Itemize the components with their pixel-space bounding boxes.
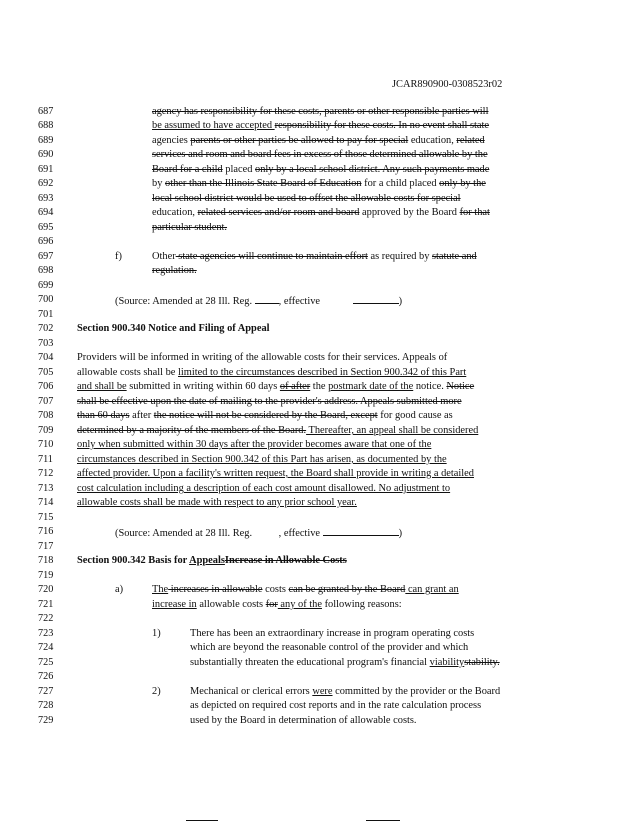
line-number: 696 [38,236,54,247]
text-line-694 [152,207,490,219]
inserted-text: limited to the circumstances described in Section 900.342 of this Part [178,367,467,378]
text-line-714 [77,497,357,509]
struck-text: state agencies will continue to maintain effort [175,251,368,262]
line-number: 697 [38,251,54,262]
line-number: 698 [38,265,54,276]
struck-text: than 60 days [77,410,130,421]
line-number: 695 [38,222,54,233]
item-label: 1) [152,628,161,639]
plain-text: which are beyond the reasonable control of the provider and which [190,642,469,653]
text-line-725 [190,657,500,669]
line-number: 721 [38,599,54,610]
text-line-690 [152,149,488,161]
struck-text: determined by a majority of the members of the Board. [77,425,307,436]
struck-text: responsibility for these costs. In no event shall state [274,120,490,131]
plain-text: as depicted on required cost reports and in the rate calculation process [190,700,482,711]
struck-text: regulation. [152,265,197,276]
source-note [115,294,402,308]
inserted-text: Appeals [189,555,225,566]
struck-text: services and room and board fees in excess of those determined allowable by the [152,149,488,160]
source-effective: , effective [278,296,323,307]
line-number: 688 [38,120,54,131]
line-number: 691 [38,164,54,175]
plain-text: as required by [367,251,432,262]
line-number: 690 [38,149,54,160]
plain-text: notice. [413,381,447,392]
line-number: 710 [38,439,54,450]
text-line-691 [152,164,489,176]
line-number: 703 [38,338,54,349]
line-number: 702 [38,323,54,334]
text-line-720 [152,584,459,596]
plain-text: by [152,178,165,189]
struck-text: only by the [439,178,486,189]
line-number: 727 [38,686,54,697]
text-line-709 [77,425,478,437]
effective-blank [353,294,399,304]
changed-text: of after [279,381,311,392]
line-number: 694 [38,207,54,218]
inserted-text: any of the [277,599,322,610]
struck-text: Increase in Allowable Costs [224,555,347,566]
text-line-689 [152,135,485,147]
line-number: 716 [38,526,54,537]
struck-text: can be granted by the Board [288,584,406,595]
inserted-text: The [152,584,169,595]
struck-text: shall be effective upon the date of mailing to the provider's address. Appeals submitted more [77,396,462,407]
line-number: 700 [38,294,54,305]
line-number: 712 [38,468,54,479]
inserted-text: and shall be [77,381,127,392]
inserted-text: only when submitted within 30 days after the provider becomes aware that one of the [77,439,432,450]
line-number: 687 [38,106,54,117]
source-text: (Source: Amended at 28 Ill. Reg. [115,528,255,539]
text-line-713 [77,483,450,495]
line-number: 713 [38,483,54,494]
line-number: 725 [38,657,54,668]
inserted-text: allowable costs shall be made with respect to any prior school year. [77,497,357,508]
text-line-695 [152,222,227,234]
text-line-688 [152,120,489,132]
line-number: 711 [38,454,53,465]
line-number: 728 [38,700,54,711]
text-line-705 [77,367,466,379]
line-number: 723 [38,628,54,639]
struck-text: local school district would be used to offset the allowable costs for special [152,193,461,204]
struck-text: statute and [432,251,477,262]
line-number: 717 [38,541,54,552]
document-id: JCAR890900-0308523r02 [392,79,503,90]
struck-text: stability. [464,657,500,668]
source-effective: , effective [278,528,323,539]
plain-text: Other [152,251,176,262]
line-number: 724 [38,642,54,653]
struck-text: parents or other parties be allowed to pay for special [190,135,409,146]
plain-text: for a child placed [361,178,440,189]
source-text: (Source: Amended at 28 Ill. Reg. [115,296,255,307]
text-line-706 [77,381,474,393]
text-line-698 [152,265,197,277]
plain-text: for good cause as [377,410,453,421]
plain-text: allowable costs [196,599,266,610]
plain-text: There has been an extraordinary increase in program operating costs [190,628,475,639]
source-close: ) [398,296,403,307]
line-number: 704 [38,352,54,363]
inserted-text: affected provider. Upon a facility's written request, the Board shall provide in writing a detailed [77,468,474,479]
plain-text: Mechanical or clerical errors [190,686,313,697]
register-blank [255,294,279,304]
text-line-724 [190,642,468,654]
inserted-text: were [312,686,333,697]
line-number: 693 [38,193,54,204]
text-line-710 [77,439,431,451]
struck-text: particular student. [152,222,228,233]
plain-text: agencies [152,135,191,146]
inserted-text: can grant an [405,584,459,595]
inserted-text: viability [429,657,465,668]
struck-text: other than the Illinois State Board of Education [165,178,362,189]
plain-text: approved by the Board [359,207,460,218]
line-number: 720 [38,584,54,595]
struck-text: the notice will not be considered by the Board, except [153,410,378,421]
subsection-label: a) [115,584,124,595]
plain-text: Providers will be informed in writing of the allowable costs for their services. Appeals of [77,352,448,363]
line-number: 708 [38,410,54,421]
line-number: 706 [38,381,54,392]
text-line-728 [190,700,481,712]
inserted-text: postmark date of the [328,381,414,392]
struck-text: related [456,135,485,146]
plain-text: following reasons: [321,599,402,610]
plain-text: the [310,381,329,392]
line-number: 719 [38,570,54,581]
plain-text: allowable costs shall be [77,367,178,378]
effective-blank [323,526,399,536]
line-number: 699 [38,280,54,291]
section-heading [77,555,347,567]
text-line-687 [152,106,488,118]
footer-rule [186,820,218,821]
inserted-text: circumstances described in Section 900.342 of this Part has arisen, as documented by the [77,454,447,465]
plain-text: placed [222,164,256,175]
inserted-text: be assumed to have accepted [152,120,275,131]
line-number: 689 [38,135,54,146]
struck-text: for [265,599,278,610]
text-line-693 [152,193,461,205]
text-line-692 [152,178,486,190]
plain-text: substantially threaten the educational program's financial [190,657,430,668]
plain-text: costs [262,584,289,595]
struck-text: only by a local school district. Any such payments made [255,164,490,175]
line-number: 707 [38,396,54,407]
line-number: 692 [38,178,54,189]
line-number: 718 [38,555,54,566]
struck-text: related services and/or room and board [197,207,360,218]
text-line-697 [152,251,477,263]
line-number: 709 [38,425,54,436]
line-number: 714 [38,497,54,508]
plain-text: committed by the provider or the Board [332,686,501,697]
plain-text: used by the Board in determination of allowable costs. [190,715,417,726]
heading-text: Section 900.342 Basis for [77,555,190,566]
line-number: 715 [38,512,54,523]
inserted-text: increase in [152,599,197,610]
source-close: ) [398,528,403,539]
footer-rule [366,820,400,821]
struck-text: increases in allowable [168,584,263,595]
text-line-704 [77,352,447,364]
text-line-727 [190,686,500,698]
plain-text: after [129,410,154,421]
inserted-text: Thereafter, an appeal shall be considered [306,425,479,436]
struck-text: Notice [446,381,475,392]
plain-text: education, [152,207,198,218]
line-number: 705 [38,367,54,378]
text-line-721 [152,599,402,611]
struck-text: for that [459,207,490,218]
line-number: 701 [38,309,54,320]
line-number: 722 [38,613,54,624]
line-number: 729 [38,715,54,726]
item-label: 2) [152,686,161,697]
plain-text: submitted in writing within 60 days [126,381,280,392]
text-line-712 [77,468,474,480]
text-line-708 [77,410,453,422]
subsection-label: f) [115,251,122,262]
text-line-729 [190,715,417,727]
text-line-707 [77,396,462,408]
section-heading: Section 900.340 Notice and Filing of Appeal [77,323,270,334]
plain-text: education, [408,135,457,146]
struck-text: Board for a child [152,164,223,175]
text-line-711 [77,454,447,466]
struck-text: agency has responsibility for these costs, parents or other responsible parties will [152,106,489,117]
line-number: 726 [38,671,54,682]
text-line-723 [190,628,474,640]
inserted-text: cost calculation including a description of each cost amount disallowed. No adjustment to [77,483,451,494]
source-note [115,526,402,540]
